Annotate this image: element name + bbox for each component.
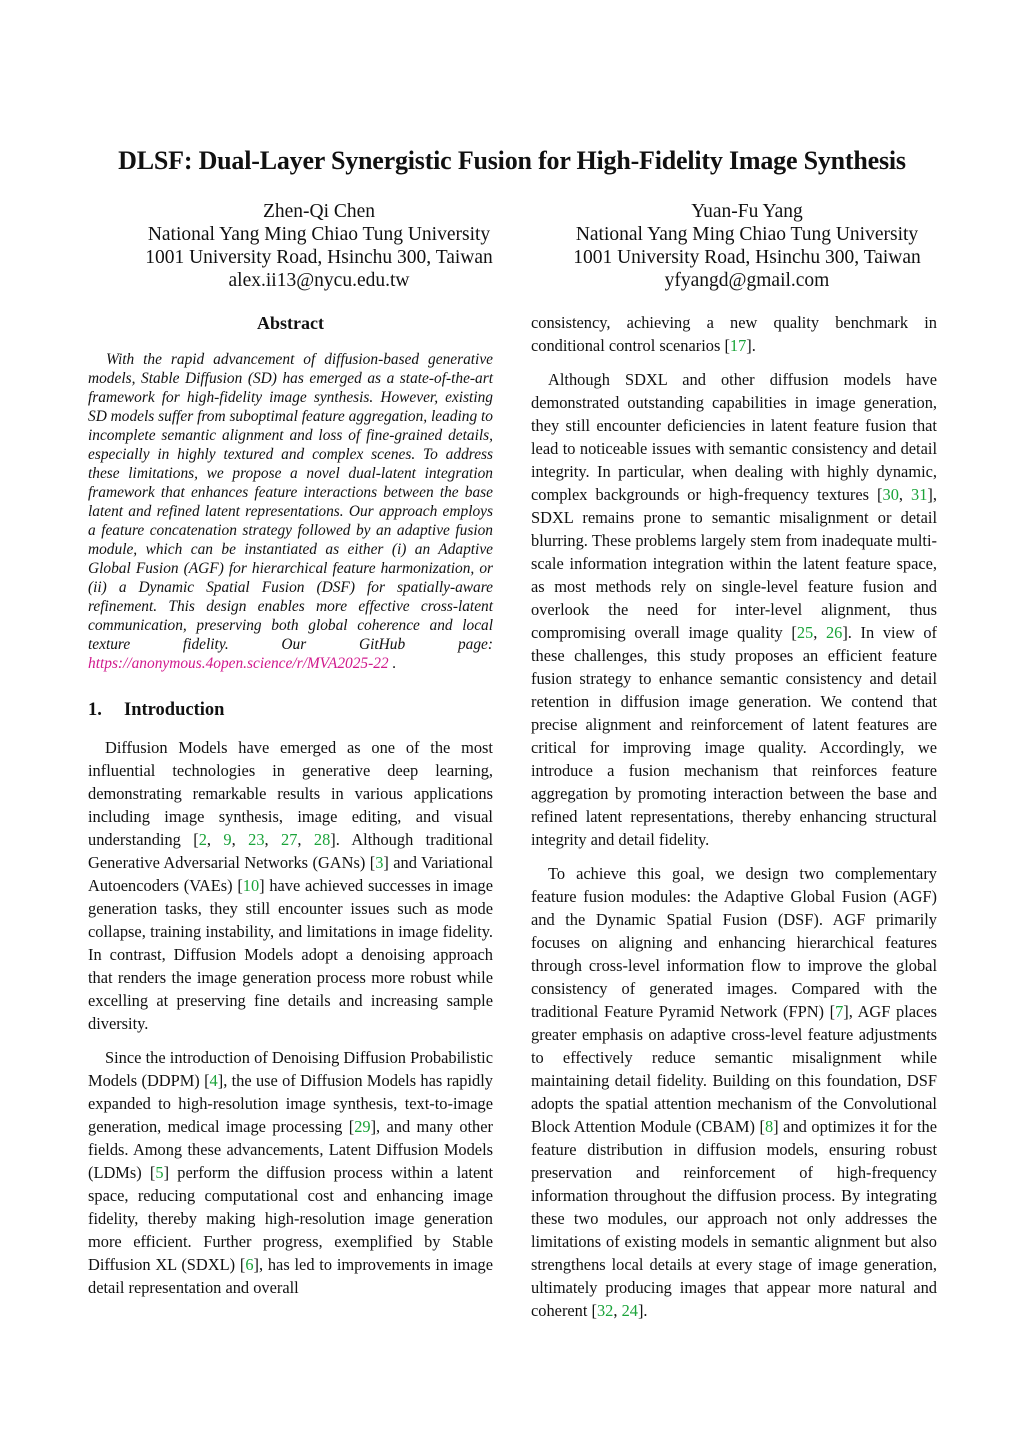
intro-paragraph-4: To achieve this goal, we design two complementary feature fusion modules: the Adaptive Global Fusion (AGF) and the Dynamic Spatial Fusion (DSF). AGF primarily focuses on aligning and enhancing hierarchical features through cross-level information flow to improve the global consistency of generated images. Compared with the traditional Feature Pyramid Network (FPN) [7], AGF places greater emphasis on adaptive cross-level feature adjustments to effectively reduce semantic misalignment while maintaining detail fidelity. Building on this foundation, DSF adopts the spatial attention mechanism of the Convolutional Block Attention Module (CBAM) [8] and optimizes it for the feature distribution in diffusion models, ensuring robust preservation and reinforcement of high-frequency information throughout the diffusion process. By integrating these two modules, our approach not only addresses the limitations of existing models in semantic alignment but also strengthens local details at every stage of image generation, ultimately producing images that appear more natural and coherent [32, 24].	[531, 864, 937, 1320]
citation-link[interactable]: 6	[245, 1255, 254, 1274]
citation-link[interactable]: 25	[796, 623, 814, 642]
author-address: 1001 University Road, Hsinchu 300, Taiwan	[573, 247, 921, 268]
citation-link[interactable]: 7	[835, 1002, 844, 1021]
github-link[interactable]: https://anonymous.4open.science/r/MVA2025-22	[88, 655, 389, 672]
intro-paragraph-2: Since the introduction of Denoising Diffusion Probabilistic Models (DDPM) [4], the use of Diffusion Models has rapidly expanded to high-resolution image synthesis, text-to-image generation, medical image processing [29], and many other fields. Among these advancements, Latent Diffusion Models (LDMs) [5] perform the diffusion process within a latent space, reducing computational cost and enhancing image fidelity, thereby making high-resolution image generation more efficient. Further progress, exemplified by Stable Diffusion XL (SDXL) [6], has led to improvements in image detail representation and overall	[88, 1048, 493, 1297]
author-block-2	[547, 200, 947, 292]
citation-link[interactable]: 29	[354, 1117, 371, 1136]
citation-link[interactable]: 17	[729, 336, 747, 355]
intro-paragraph-1: Diffusion Models have emerged as one of the most influential technologies in generative deep learning, demonstrating remarkable results in various applications including image synthesis, image editing, and visual understanding [2, 9, 23, 27, 28]. Although traditional Generative Adversarial Networks (GANs) [3] and Variational Autoencoders (VAEs) [10] have achieved successes in image generation tasks, they still encounter issues such as mode collapse, training instability, and limitations in image fidelity. In contrast, Diffusion Models adopt a denoising approach that renders the image generation process more robust while excelling at preserving fine details and increasing sample diversity.	[88, 738, 494, 1033]
citation-link[interactable]: 3	[375, 853, 384, 872]
author-block-1	[119, 200, 519, 292]
author-name: Zhen-Qi Chen	[262, 201, 376, 222]
author-email[interactable]: alex.ii13@nycu.edu.tw	[228, 270, 410, 291]
citation-link[interactable]: 26	[825, 623, 843, 642]
section-heading	[88, 699, 493, 722]
citation-link[interactable]: 24	[621, 1301, 638, 1320]
section-title: Introduction	[124, 700, 225, 720]
citation-link[interactable]: 5	[155, 1163, 164, 1182]
citation-link[interactable]: 31	[911, 485, 928, 504]
author-email[interactable]: yfyangd@gmail.com	[664, 270, 830, 291]
author-affiliation: National Yang Ming Chiao Tung University	[575, 224, 919, 245]
right-column	[531, 311, 937, 1333]
abstract-heading: Abstract	[257, 313, 324, 333]
section-number: 1.	[88, 700, 102, 720]
author-affiliation: National Yang Ming Chiao Tung University	[147, 224, 491, 245]
author-name: Yuan-Fu Yang	[691, 201, 803, 222]
citation-link[interactable]: 23	[248, 830, 265, 849]
citation-link[interactable]: 30	[882, 485, 899, 504]
intro-paragraph-3: Although SDXL and other diffusion models have demonstrated outstanding capabilities in image generation, they still encounter deficiencies in latent feature fusion that lead to noticeable issues with semantic consistency and detail integrity. In particular, when dealing with highly dynamic, complex backgrounds or high-frequency textures [30, 31], SDXL remains prone to semantic misalignment or detail blurring. These problems largely stem from inadequate multi-scale information integration within the latent feature space, as most methods rely on single-level feature fusion and overlook the need for inter-level alignment, thus compromising overall image quality [25, 26]. In view of these challenges, this study proposes an efficient feature fusion strategy to enhance semantic consistency and detail retention in diffusion image generation. We contend that precise alignment and reinforcement of latent features are critical for improving image quality. Accordingly, we introduce a fusion mechanism that reinforces feature aggregation by promoting interaction between the base and refined latent representations, thereby enhancing structural integrity and detail fidelity.	[531, 370, 937, 849]
citation-link[interactable]: 9	[223, 830, 232, 849]
citation-link[interactable]: 8	[764, 1117, 774, 1136]
author-address: 1001 University Road, Hsinchu 300, Taiwan	[145, 247, 493, 268]
citation-link[interactable]: 2	[198, 830, 207, 849]
abstract-text: With the rapid advancement of diffusion-based generative models, Stable Diffusion (SD) has emerged as a state-of-the-art framework for high-fidelity image synthesis. However, existing SD models suffer from suboptimal feature aggregation, leading to incomplete semantic alignment and loss of fine-grained details, especially in highly textured and complex scenes. To address these limitations, we propose a novel dual-latent integration framework that enhances feature interactions between the base latent and refined latent representations. Our approach employs a feature concatenation strategy followed by an adaptive fusion module, which can be instantiated as either (i) an Adaptive Global Fusion (AGF) for hierarchical feature harmonization, or (ii) a Dynamic Spatial Fusion (DSF) for spatially-aware refinement. This design enables more effective cross-latent communication, preserving both global coherence and local texture fidelity. Our GitHub page: https://anonymous.4open.science/r/MVA2025-22 .	[88, 351, 493, 672]
paper-title: DLSF: Dual-Layer Synergistic Fusion for High-Fidelity Image Synthesis	[118, 146, 906, 175]
citation-link[interactable]: 27	[281, 830, 298, 849]
citation-link[interactable]: 4	[209, 1071, 218, 1090]
citation-link[interactable]: 28	[313, 830, 331, 849]
citation-link[interactable]: 32	[596, 1301, 614, 1320]
citation-link[interactable]: 10	[242, 876, 260, 895]
left-column	[88, 311, 493, 1310]
intro-paragraph-2-continued: consistency, achieving a new quality benchmark in conditional control scenarios [17].	[531, 313, 937, 355]
